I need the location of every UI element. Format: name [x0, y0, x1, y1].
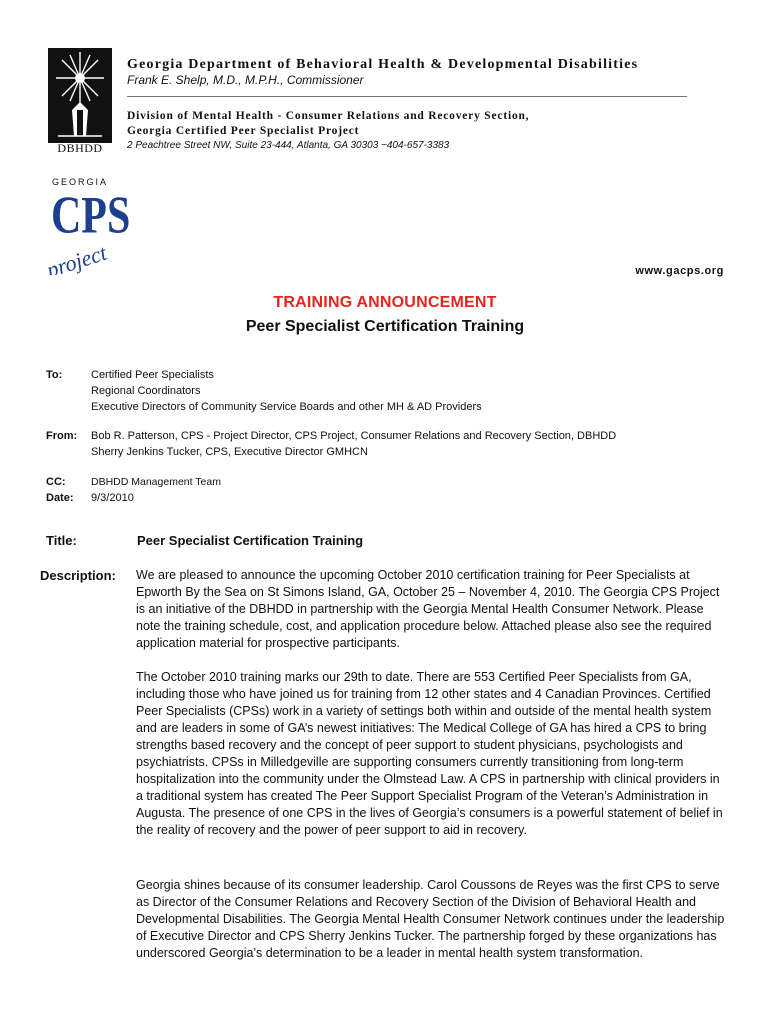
cps-logo-graphic [42, 175, 134, 275]
org-name: Georgia Department of Behavioral Health & Developmental Disabilities [127, 57, 639, 72]
from-senders [91, 428, 616, 460]
to-recipient: Executive Directors of Community Service Boards and other MH & AD Providers [91, 401, 482, 413]
address: 2 Peachtree Street NW, Suite 23-444, Atlanta, GA 30303 ~404-657-3383 [127, 140, 450, 151]
to-recipient: Regional Coordinators [91, 385, 201, 397]
from-label: From: [46, 430, 78, 442]
paragraph-text: We are pleased to announce the upcoming October 2010 certification training for Peer Specialists at Epworth By the Sea on St Simons Island, GA, October 25 – November 4, 2010. The Georgia CPS Project is an initiative of the DBHDD in partnership with the Georgia Mental Health Consumer Network. Please note the training schedule, cost, and application procedure below. Attached please also see the required application material for prospective participants. [136, 568, 720, 650]
paragraph-text: Georgia shines because of its consumer leadership. Carol Coussons de Reyes was the first CPS to serve as Director of the Consumer Relations and Recovery Section of the Division of Behavioral Health and Developmental Disabilities. The Georgia Mental Health Consumer Network continues under the leadership of Executive Director and CPS Sherry Jenkins Tucker. The partnership forged by these organizations has underscored Georgia’s determination to be a leader in mental health system transformation. [136, 878, 725, 960]
date-label: Date: [46, 492, 74, 504]
cps-logo-letters: CPS [51, 187, 131, 245]
title-label: Title: [46, 533, 77, 548]
to-label: To: [46, 369, 63, 381]
to-recipient: Certified Peer Specialists [91, 369, 214, 381]
division-line-1: Division of Mental Health - Consumer Relations and Recovery Section, [127, 110, 530, 122]
cc-value: DBHDD Management Team [91, 476, 221, 488]
cc-label: CC: [46, 476, 66, 488]
date-value: 9/3/2010 [91, 492, 134, 504]
cps-logo-word: project [43, 239, 110, 275]
dbhdd-star-icon [48, 48, 112, 143]
announcement-heading: TRAINING ANNOUNCEMENT [273, 294, 497, 311]
to-recipients [91, 367, 482, 415]
description-paragraph-3 [136, 877, 726, 962]
description-paragraph-1 [136, 567, 726, 652]
cps-project-logo [42, 175, 134, 275]
from-sender: Bob R. Patterson, CPS - Project Director, CPS Project, Consumer Relations and Recovery Section, DBHDD [91, 430, 617, 442]
announcement-subheading: Peer Specialist Certification Training [245, 318, 525, 335]
commissioner: Frank E. Shelp, M.D., M.P.H., Commissioner [127, 73, 364, 87]
description-label: Description: [40, 568, 116, 583]
from-sender: Sherry Jenkins Tucker, CPS, Executive Director GMHCN [91, 446, 368, 458]
header-divider [127, 96, 687, 97]
paragraph-text: The October 2010 training marks our 29th to date. There are 553 Certified Peer Specialists from GA, including those who have joined us for training from 12 other states and 4 Canadian Provinces. Certified Peer Specialists (CPSs) work in a variety of settings both within and outside of the mental health system and are leaders in some of GA’s newest initiatives: The Medical College of GA has hired a CPS to bring strengths based recovery and the concept of peer support to student physicians, psychologists and psychiatrists. CPSs in Milledgeville are supporting consumers currently transitioning from long-term hospitalization into the community under the Olmstead Law. A CPS in partnership with clinical providers in a traditional system has created The Peer Support Specialist Program of the Veteran’s Administration in Augusta. The presence of one CPS in the lives of Georgia’s consumers is a powerful statement of belief in the reality of recovery and the power of peer support to aid in recovery. [136, 670, 723, 837]
division-line-2: Georgia Certified Peer Specialist Project [127, 125, 360, 137]
division-block [127, 109, 529, 139]
title-value: Peer Specialist Certification Training [137, 533, 364, 548]
dbhdd-logo-text: DBHDD [57, 141, 103, 155]
cps-logo-state: GEORGIA [52, 177, 109, 187]
website-link[interactable]: www.gacps.org [635, 265, 724, 277]
description-paragraph-2 [136, 669, 726, 839]
